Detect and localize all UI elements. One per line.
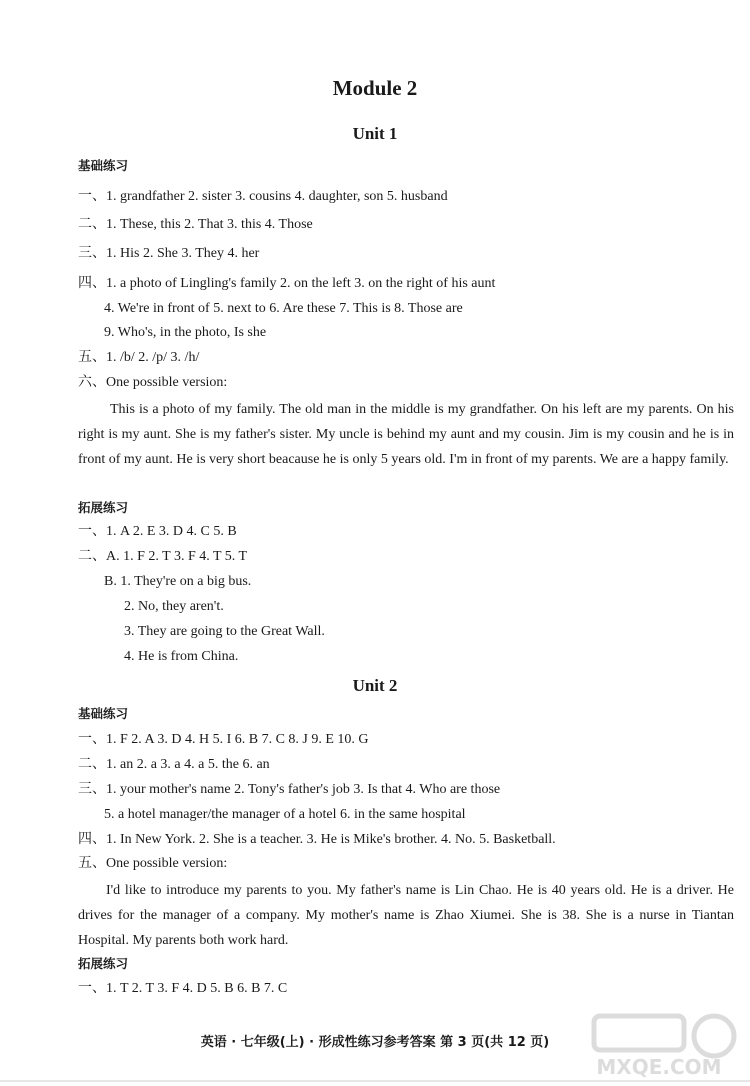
unit-2-q3-answers-line-2: 5. a hotel manager/the manager of a hotel 6. in the same hospital: [104, 807, 466, 822]
unit-1-extension-q2-part-b-2: 2. No, they aren't.: [124, 599, 224, 614]
unit-2-q3-answers-line-1: 三、1. your mother's name 2. Tony's father's job 3. Is that 4. Who are those: [78, 782, 501, 797]
unit-2-sample-essay: I'd like to introduce my parents to you. My father's name is Lin Chao. He is 40 years old. He is a driver. He drives for the manager of a company. My mother's name is Zhao Xiumei. She is 38. She is a nurse in Tiantan Hospital. My parents both work hard.: [78, 883, 734, 948]
unit-2-q4-answers: 四、1. In New York. 2. She is a teacher. 3. He is Mike's brother. 4. No. 5. Basketball.: [78, 832, 556, 847]
unit-1-q3-answers: 三、1. His 2. She 3. They 4. her: [78, 246, 260, 261]
bottom-edge-rule: [0, 1080, 750, 1082]
unit-1-q5-answers: 五、1. /b/ 2. /p/ 3. /h/: [78, 350, 200, 365]
watermark-logo: [574, 1010, 744, 1080]
unit-2-basic-practice-heading: 基础练习: [78, 706, 129, 721]
unit-1-extension-q2-part-b-4: 4. He is from China.: [124, 649, 239, 664]
unit-1-extension-q2-part-b-3: 3. They are going to the Great Wall.: [124, 624, 325, 639]
watermark-emblem-icon: [594, 1016, 734, 1056]
unit-1-extension-q2-part-b-1: B. 1. They're on a big bus.: [104, 574, 252, 589]
unit-1-q4-answers-line-1: 四、1. a photo of Lingling's family 2. on the left 3. on the right of his aunt: [78, 276, 496, 291]
unit-1-title: Unit 1: [352, 124, 398, 143]
unit-1-basic-practice-heading: 基础练习: [78, 158, 129, 173]
unit-1-sample-essay: This is a photo of my family. The old man in the middle is my grandfather. On his left are my parents. On his right is my aunt. She is my father's sister. My uncle is behind my aunt and my cousin. Jim is my cousin and he is in front of my aunt. He is very short beacause he is only 5 years old. I'm in front of my parents. We are a happy family.: [78, 402, 734, 467]
page-footer: 英语 · 七年级(上) · 形成性练习参考答案 第 3 页(共 12 页): [200, 1035, 550, 1050]
unit-2-extension-q1: 一、1. T 2. T 3. F 4. D 5. B 6. B 7. C: [78, 981, 288, 996]
unit-1-extension-heading: 拓展练习: [78, 500, 129, 515]
unit-1-q6-heading: 六、One possible version:: [78, 375, 228, 390]
unit-1-extension-q1: 一、1. A 2. E 3. D 4. C 5. B: [78, 524, 237, 539]
unit-2-extension-heading: 拓展练习: [78, 956, 129, 971]
unit-1-q4-answers-line-3: 9. Who's, in the photo, Is she: [104, 325, 267, 340]
unit-1-q2-answers: 二、1. These, this 2. That 3. this 4. Those: [78, 217, 313, 232]
unit-2-q2-answers: 二、1. an 2. a 3. a 4. a 5. the 6. an: [78, 757, 270, 772]
unit-1-q1-answers: 一、1. grandfather 2. sister 3. cousins 4. daughter, son 5. husband: [78, 189, 448, 204]
watermark-text: MXQE.COM: [596, 1055, 722, 1079]
unit-2-title: Unit 2: [352, 676, 398, 695]
unit-1-extension-q2-part-a: 二、A. 1. F 2. T 3. F 4. T 5. T: [78, 549, 248, 564]
module-title: Module 2: [332, 76, 418, 100]
unit-2-q1-answers: 一、1. F 2. A 3. D 4. H 5. I 6. B 7. C 8. J 9. E 10. G: [78, 732, 369, 747]
unit-2-q5-heading: 五、One possible version:: [78, 856, 228, 871]
unit-1-q4-answers-line-2: 4. We're in front of 5. next to 6. Are these 7. This is 8. Those are: [104, 301, 463, 316]
